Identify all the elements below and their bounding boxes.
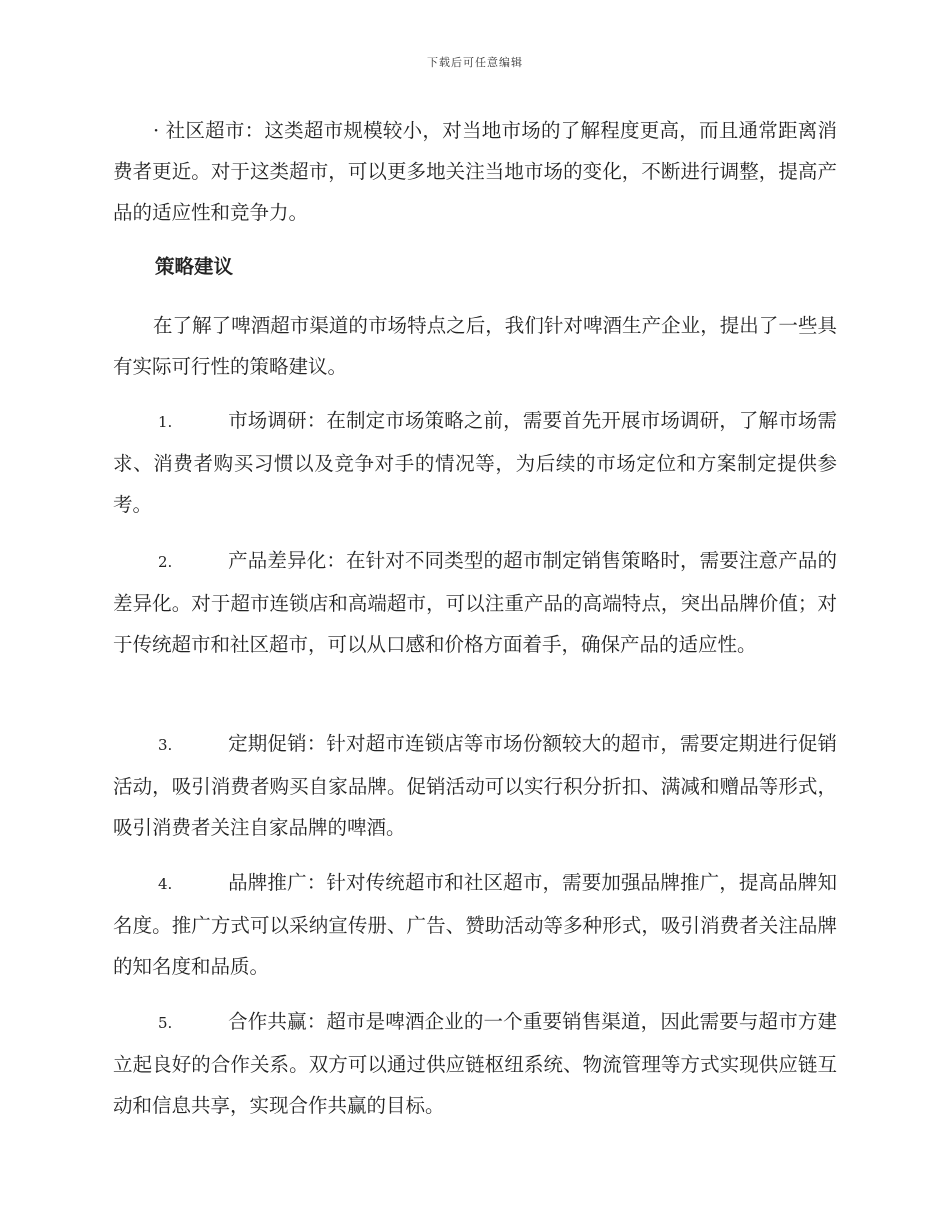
list-item-text: 市场调研：在制定市场策略之前，需要首先开展市场调研，了解市场需求、消费者购买习惯以及竞争对手的情况等，为后续的市场定位和方案制定提供参考。 [113, 409, 837, 516]
list-item-text: 合作共赢：超市是啤酒企业的一个重要销售渠道，因此需要与超市方建立起良好的合作关系。双方可以通过供应链枢纽系统、物流管理等方式实现供应链互动和信息共享，实现合作共赢的目标。 [113, 1010, 837, 1117]
list-item-market-research [113, 400, 837, 525]
list-item-product-differentiation [113, 540, 837, 665]
bullet-paragraph-community-supermarket: · 社区超市：这类超市规模较小，对当地市场的了解程度更高，而且通常距离消费者更近。对于这类超市，可以更多地关注当地市场的变化，不断进行调整，提高产品的适应性和竞争力。 [113, 119, 837, 224]
list-item-text: 品牌推广：针对传统超市和社区超市，需要加强品牌推广，提高品牌知名度。推广方式可以采纳宣传册、广告、赞助活动等多种形式，吸引消费者关注品牌的知名度和品质。 [113, 871, 837, 978]
page-header: 下载后可任意编辑 [427, 56, 523, 69]
list-item-cooperation-win-win [113, 1001, 837, 1126]
section-heading: 策略建议 [155, 255, 234, 278]
list-item-brand-promotion [113, 862, 837, 987]
list-item-text: 产品差异化：在针对不同类型的超市制定销售策略时，需要注意产品的差异化。对于超市连锁店和高端超市，可以注重产品的高端特点，突出品牌价值；对于传统超市和社区超市，可以从口感和价格方面着手，确保产品的适应性。 [113, 549, 837, 656]
list-item-number: 5. [158, 1014, 173, 1032]
list-item-number: 1. [158, 413, 173, 431]
list-item-number: 3. [158, 736, 173, 754]
list-item-regular-promotion [113, 723, 837, 848]
list-item-text: 定期促销：针对超市连锁店等市场份额较大的超市，需要定期进行促销活动，吸引消费者购买自家品牌。促销活动可以实行积分折扣、满减和赠品等形式，吸引消费者关注自家品牌的啤酒。 [113, 732, 837, 839]
list-item-number: 4. [158, 875, 173, 893]
intro-paragraph: 在了解了啤酒超市渠道的市场特点之后，我们针对啤酒生产企业，提出了一些具有实际可行性的策略建议。 [113, 314, 837, 378]
list-item-number: 2. [158, 553, 173, 571]
